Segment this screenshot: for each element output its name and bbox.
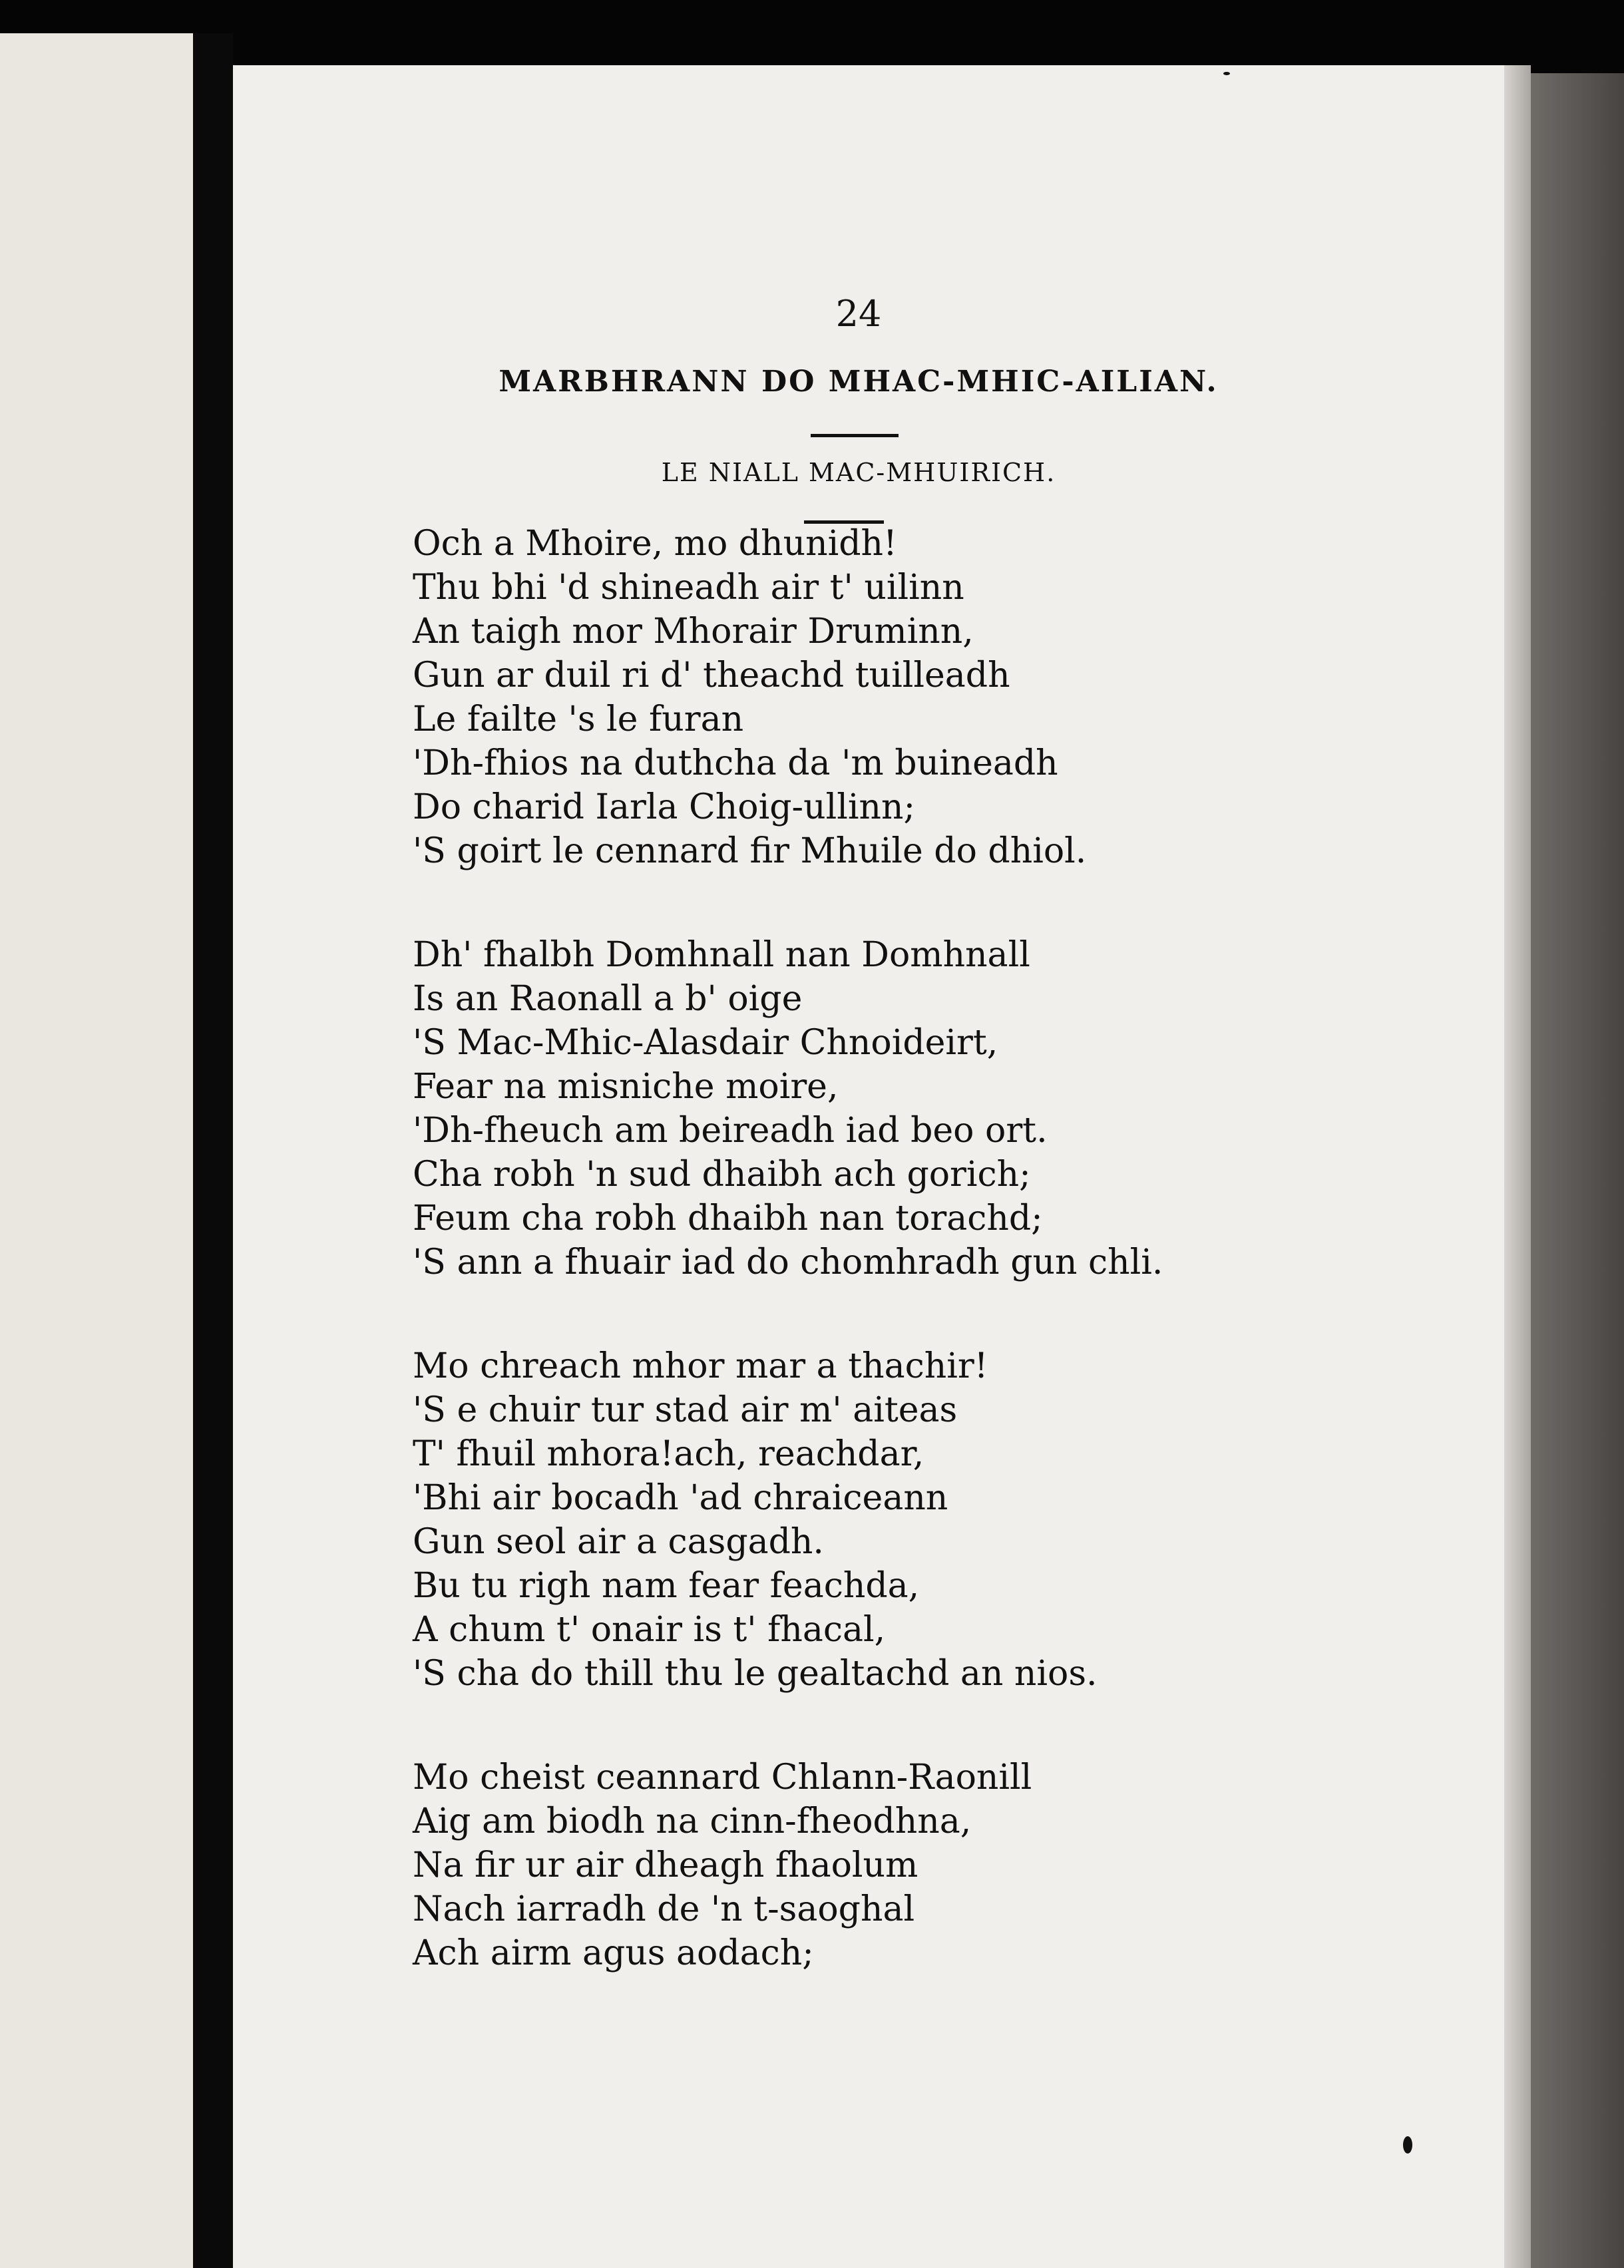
page-stack-edge <box>1504 65 1531 2268</box>
poem-line: 'Bhi air bocadh 'ad chraiceann <box>413 1478 948 1518</box>
poem-line: Dh' fhalbh Domhnall nan Domhnall <box>413 935 1030 975</box>
poem-line: T' fhuil mhora!ach, reachdar, <box>413 1434 924 1474</box>
stanza <box>413 522 1504 873</box>
poem-line: Na fir ur air dheagh fhaolum <box>413 1845 918 1885</box>
poem-line: Cha robh 'n sud dhaibh ach gorich; <box>413 1155 1031 1195</box>
poem-line: Thu bhi 'd shineadh air t' uilinn <box>413 568 964 608</box>
author-line: LE NIALL MAC-MHUIRICH. <box>661 458 1056 487</box>
poem-line: Och a Mhoire, mo dhunidh! <box>413 524 897 564</box>
poem-body <box>413 522 1504 2035</box>
title-rule <box>811 434 899 437</box>
poem-line: A chum t' onair is t' fhacal, <box>413 1610 886 1650</box>
cover-edge <box>1531 73 1624 2268</box>
poem-line: Le failte 's le furan <box>413 699 744 739</box>
ink-speck <box>1223 72 1230 75</box>
book-gutter <box>193 33 233 2268</box>
facing-page-edge <box>0 33 193 2268</box>
poem-line: 'Dh-fhios na duthcha da 'm buineadh <box>413 743 1058 783</box>
page-number: 24 <box>835 293 882 335</box>
poem-line: 'S cha do thill thu le gealtachd an nios. <box>413 1654 1098 1694</box>
poem-line: Do charid Iarla Choig-ullinn; <box>413 787 915 827</box>
poem-line: Fear na misniche moire, <box>413 1067 839 1107</box>
stanza <box>413 1756 1504 1975</box>
poem-line: 'S ann a fhuair iad do chomhradh gun chli. <box>413 1242 1163 1282</box>
stanza <box>413 1344 1504 1696</box>
poem-line: An taigh mor Mhorair Druminn, <box>413 612 974 652</box>
poem-line: Aig am biodh na cinn-fheodhna, <box>413 1801 972 1841</box>
stanza <box>413 933 1504 1284</box>
poem-line: 'S goirt le cennard fir Mhuile do dhiol. <box>413 831 1087 871</box>
ink-speck <box>1403 2136 1412 2154</box>
poem-line: 'S e chuir tur stad air m' aiteas <box>413 1390 958 1430</box>
poem-line: Gun ar duil ri d' theachd tuilleadh <box>413 656 1010 695</box>
poem-line: Nach iarradh de 'n t-saoghal <box>413 1889 915 1929</box>
poem-line: Is an Raonall a b' oige <box>413 979 803 1019</box>
poem-line: Gun seol air a casgadh. <box>413 1522 824 1562</box>
poem-line: Ach airm agus aodach; <box>413 1933 814 1973</box>
poem-line: Mo cheist ceannard Chlann-Raonill <box>413 1758 1032 1797</box>
poem-line: Mo chreach mhor mar a thachir! <box>413 1346 988 1386</box>
poem-title: MARBHRANN DO MHAC-MHIC-AILIAN. <box>499 365 1219 399</box>
poem-line: 'S Mac-Mhic-Alasdair Chnoideirt, <box>413 1023 998 1063</box>
poem-line: Feum cha robh dhaibh nan torachd; <box>413 1199 1043 1238</box>
poem-line: Bu tu righ nam fear feachda, <box>413 1566 920 1606</box>
poem-line: 'Dh-fheuch am beireadh iad beo ort. <box>413 1111 1048 1151</box>
